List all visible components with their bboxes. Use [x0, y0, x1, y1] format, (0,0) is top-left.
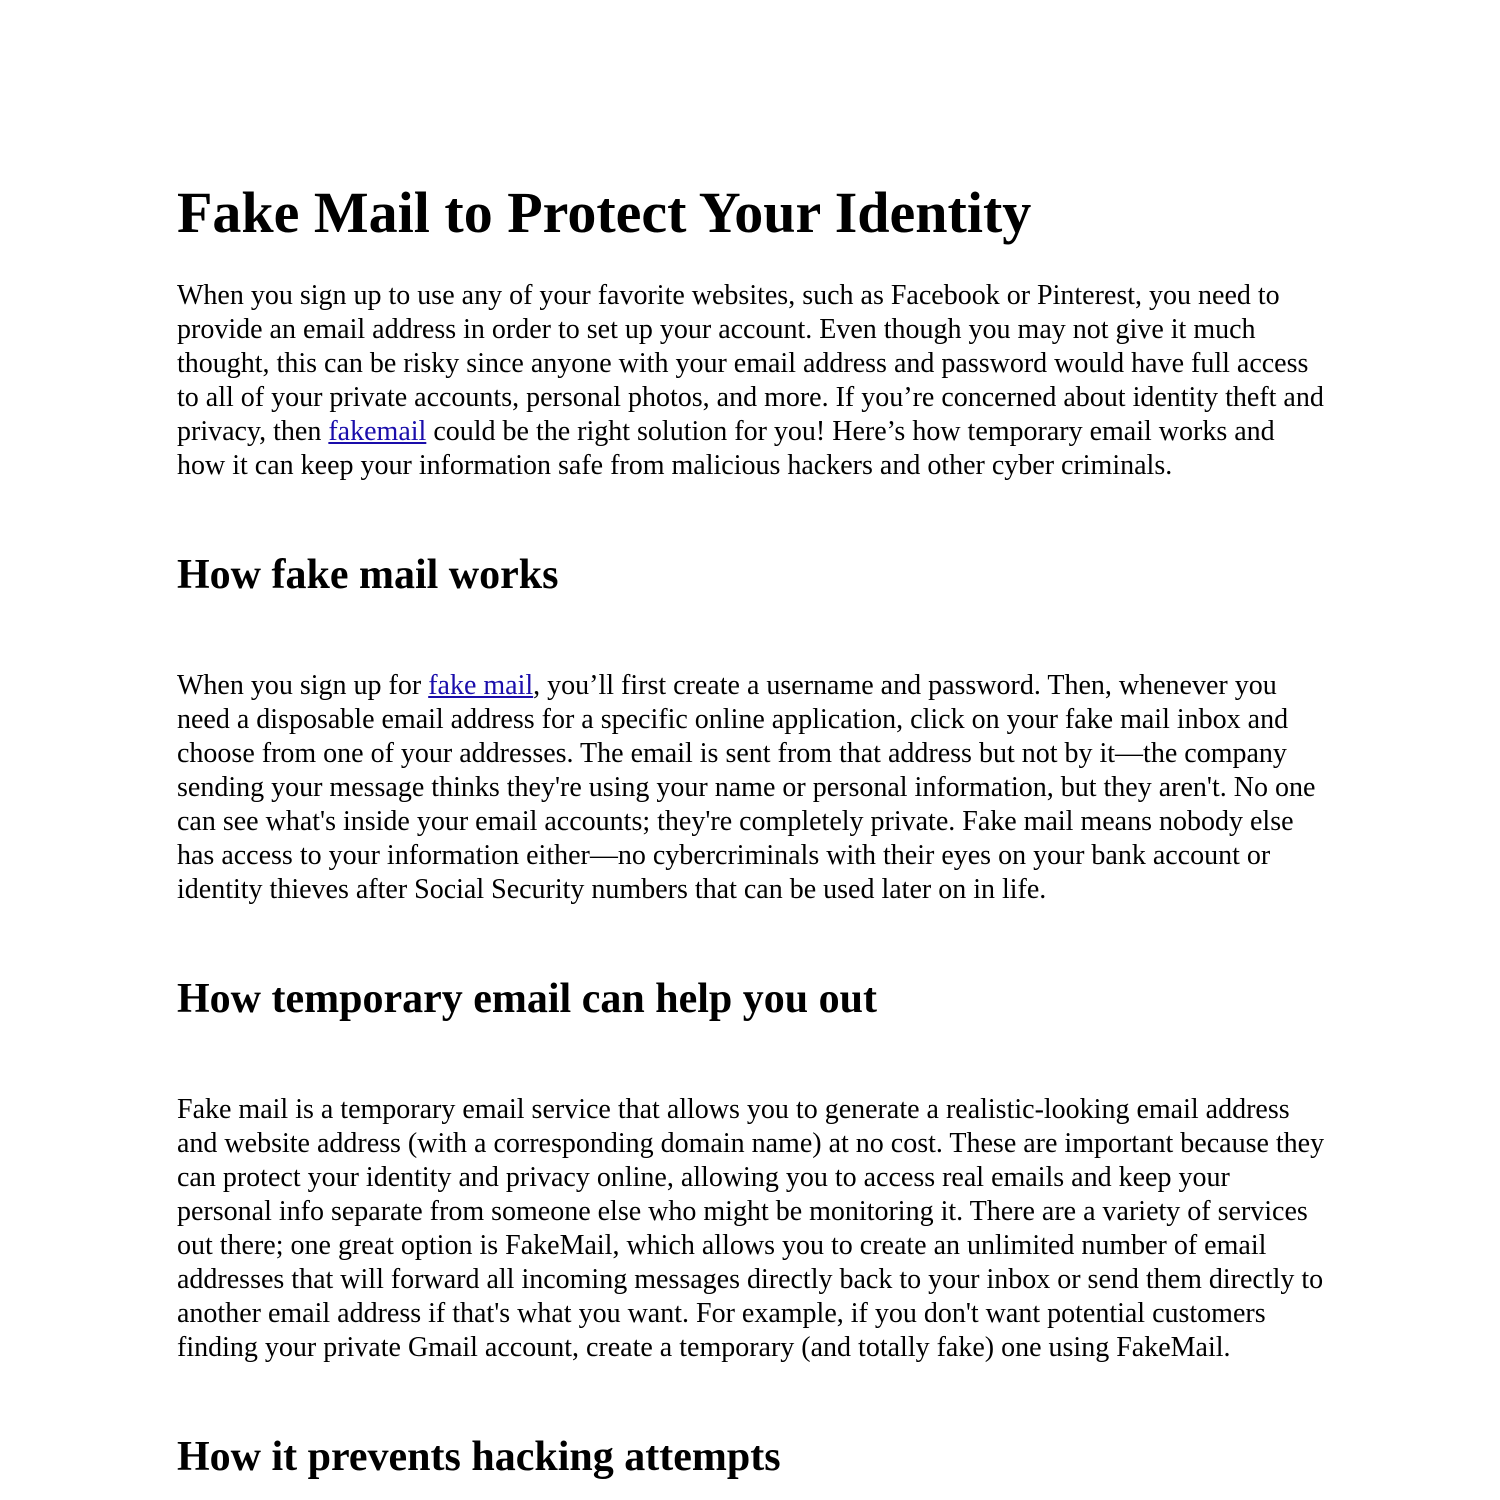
section-text-after-link: , you’ll first create a username and password. Then, whenever you need a disposable email address for a specific online application, click on your fake mail inbox and choose from one of your addresses. The email is sent from that address but not by it—the company sending your message thinks they're using your name or personal information, but they aren't. No one can see what's inside your email accounts; they're completely private. Fake mail means nobody else has access to your information either—no cybercriminals with their eyes on your bank account or identity thieves after Social Security numbers that can be used later on in life. — [177, 670, 1316, 905]
intro-paragraph — [177, 279, 1327, 483]
fakemail-link[interactable]: fakemail — [328, 416, 427, 447]
section-heading-prevents-hacking: How it prevents hacking attempts — [177, 1434, 781, 1480]
section-heading-temporary-email: How temporary email can help you out — [177, 976, 877, 1022]
fake-mail-link[interactable]: fake mail — [428, 670, 534, 701]
section-paragraph-how-fake-mail-works — [177, 669, 1327, 907]
section-paragraph-temporary-email: Fake mail is a temporary email service that allows you to generate a realistic-looking email address and website address (with a corresponding domain name) at no cost. These are important because they can protect your identity and privacy online, allowing you to access real emails and keep your personal info separate from someone else who might be monitoring it. There are a variety of services out there; one great option is FakeMail, which allows you to create an unlimited number of email addresses that will forward all incoming messages directly back to your inbox or send them directly to another email address if that's what you want. For example, if you don't want potential customers finding your private Gmail account, create a temporary (and totally fake) one using FakeMail. — [177, 1094, 1325, 1363]
intro-text-after-link: could be the right solution for you! Here’s how temporary email works and how it can keep your information safe from malicious hackers and other cyber criminals. — [177, 416, 1275, 481]
intro-text-before-link: When you sign up to use any of your favorite websites, such as Facebook or Pinterest, you need to provide an email address in order to set up your account. Even though you may not give it much thought, this can be risky since anyone with your email address and password would have full access to all of your private accounts, personal photos, and more. If you’re concerned about identity theft and privacy, then — [177, 280, 1324, 447]
page-title: Fake Mail to Protect Your Identity — [177, 180, 1032, 245]
section-heading-how-fake-mail-works: How fake mail works — [177, 552, 559, 598]
section-text-before-link: When you sign up for — [177, 670, 429, 701]
